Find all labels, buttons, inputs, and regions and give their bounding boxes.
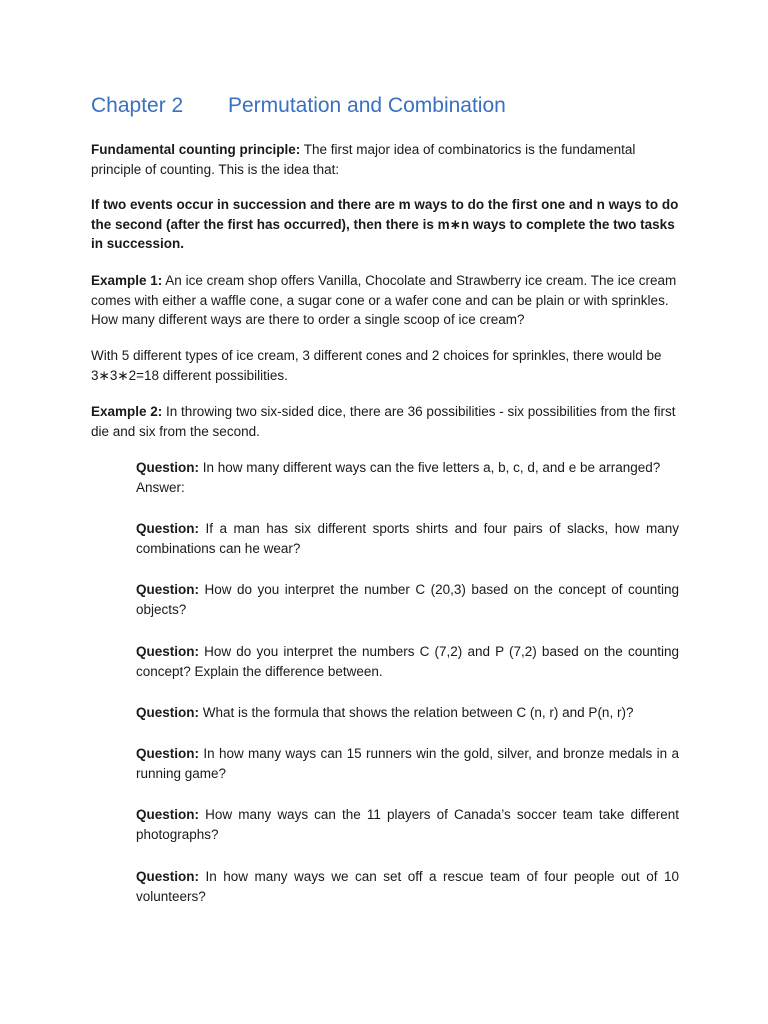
question-text: If a man has six different sports shirts and four pairs of slacks, how many combinations can he wear? xyxy=(136,521,679,556)
question-4 xyxy=(136,642,679,681)
question-label: Question: xyxy=(136,807,199,822)
principle-text: If two events occur in succession and there are m ways to do the first one and n ways to do the second (after the first has occurred), then there is m∗n ways to complete the two tasks in succession. xyxy=(91,197,679,251)
question-label: Question: xyxy=(136,644,199,659)
example1-answer-text: With 5 different types of ice cream, 3 different cones and 2 choices for sprinkles, there would be 3∗3∗2=18 different possibilities. xyxy=(91,348,662,383)
intro-label: Fundamental counting principle: xyxy=(91,142,301,157)
question-text: In how many different ways can the five letters a, b, c, d, and e be arranged? xyxy=(199,460,661,475)
question-2 xyxy=(136,519,679,558)
intro-paragraph xyxy=(91,140,679,179)
example2-label: Example 2: xyxy=(91,404,163,419)
question-label: Question: xyxy=(136,582,199,597)
question-3 xyxy=(136,580,679,619)
question-7 xyxy=(136,805,679,844)
question-6 xyxy=(136,744,679,783)
chapter-title: Permutation and Combination xyxy=(228,94,506,117)
question-text: How do you interpret the numbers C (7,2) and P (7,2) based on the counting concept? Explain the difference between. xyxy=(136,644,679,679)
answer-label: Answer: xyxy=(136,479,185,495)
example2-text: In throwing two six-sided dice, there are 36 possibilities - six possibilities from the first die and six from the second. xyxy=(91,404,676,439)
question-label: Question: xyxy=(136,746,199,761)
question-label: Question: xyxy=(136,705,199,720)
question-text: In how many ways can 15 runners win the gold, silver, and bronze medals in a running game? xyxy=(136,746,679,781)
question-text: In how many ways we can set off a rescue team of four people out of 10 volunteers? xyxy=(136,869,679,904)
question-text: How many ways can the 11 players of Canada’s soccer team take different photographs? xyxy=(136,807,679,842)
question-8 xyxy=(136,867,679,906)
example1-text: An ice cream shop offers Vanilla, Chocolate and Strawberry ice cream. The ice cream comes with either a waffle cone, a sugar cone or a wafer cone and can be plain or with sprinkles. How many different ways are there to order a single scoop of ice cream? xyxy=(91,273,677,327)
example1-answer xyxy=(91,346,679,385)
question-text: How do you interpret the number C (20,3) based on the concept of counting objects? xyxy=(136,582,679,617)
principle-paragraph xyxy=(91,195,679,254)
chapter-heading xyxy=(91,94,506,118)
intro-text: The first major idea of combinatorics is the fundamental principle of counting. This is the idea that: xyxy=(91,142,636,177)
question-label: Question: xyxy=(136,460,199,475)
question-1 xyxy=(136,458,679,497)
example2-paragraph xyxy=(91,402,679,441)
question-5 xyxy=(136,703,679,723)
example1-label: Example 1: xyxy=(91,273,163,288)
example1-paragraph xyxy=(91,271,679,330)
question-text: What is the formula that shows the relation between C (n, r) and P(n, r)? xyxy=(199,705,634,720)
chapter-number: Chapter 2 xyxy=(91,94,184,117)
question-label: Question: xyxy=(136,521,199,536)
question-label: Question: xyxy=(136,869,199,884)
